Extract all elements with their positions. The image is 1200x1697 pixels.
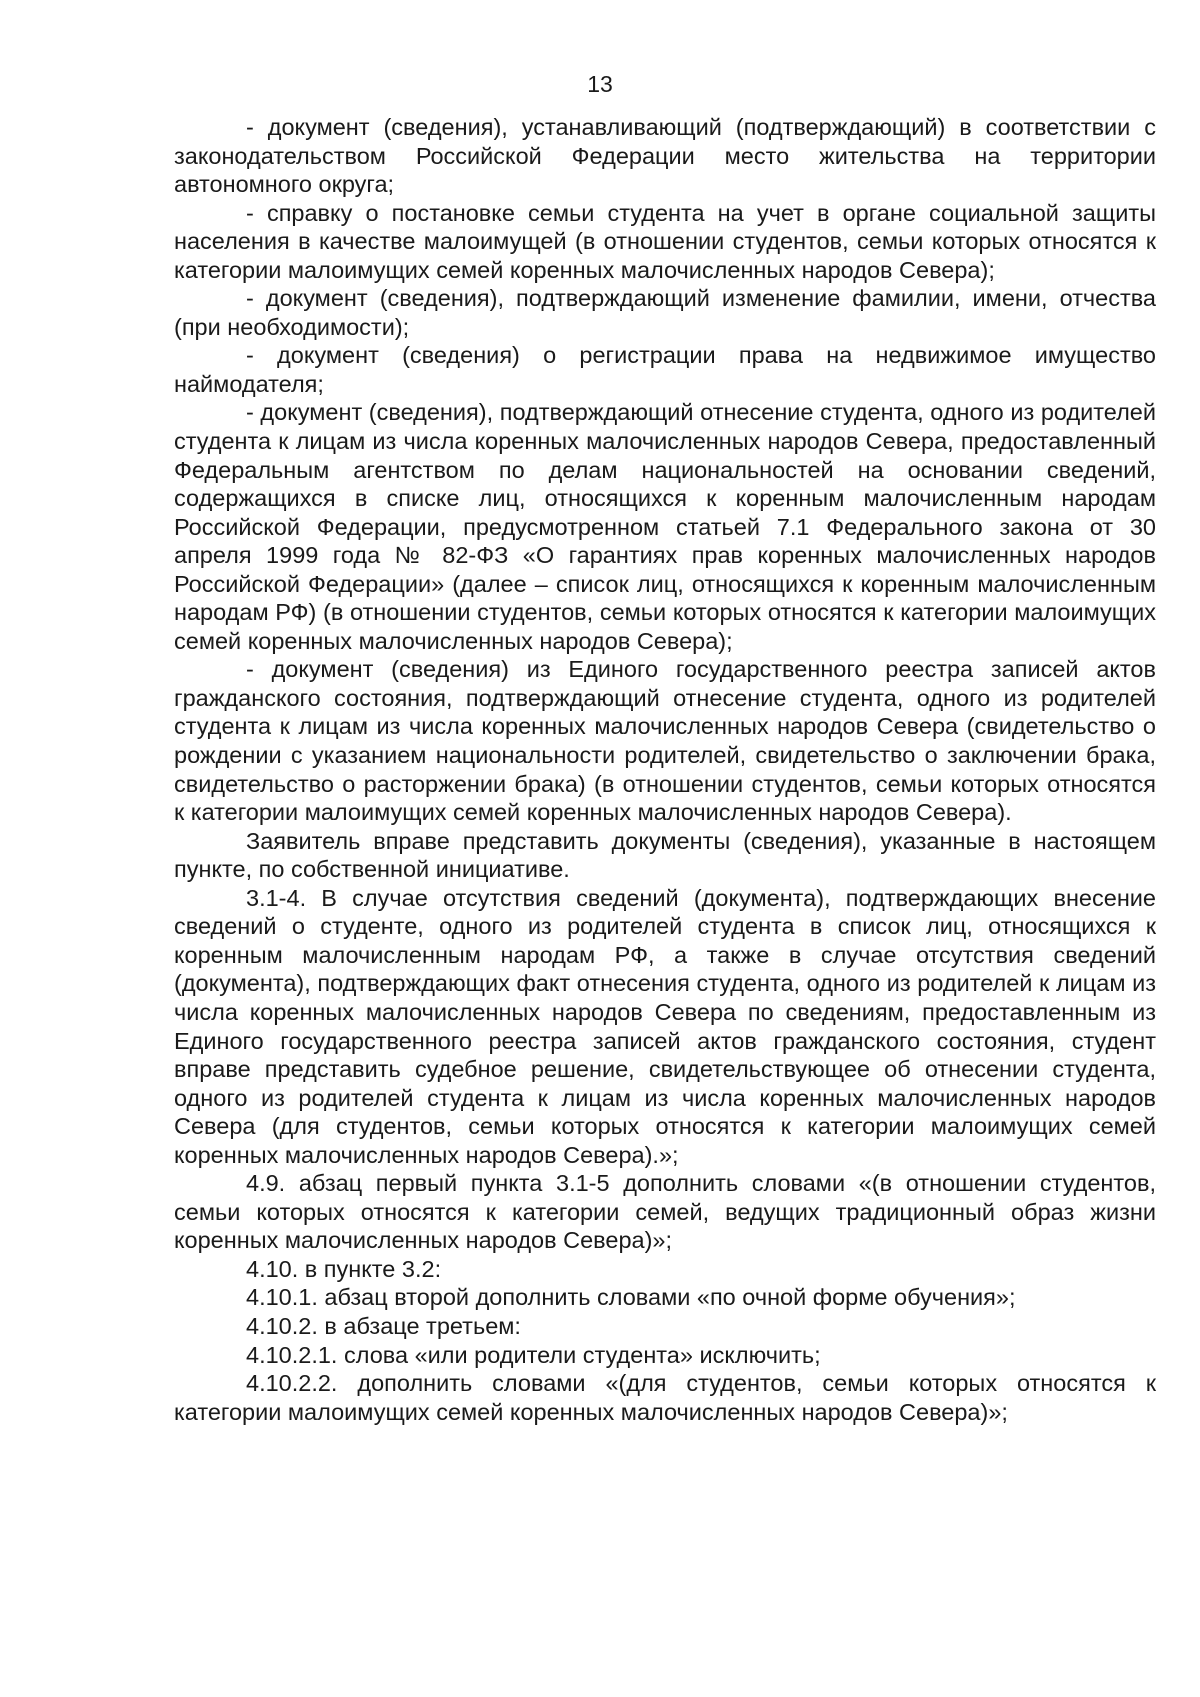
paragraph-amendment-4-10-2-1: 4.10.2.1. слова «или родители студента» исключить;: [246, 1341, 821, 1368]
paragraph-clause-3-1-4: 3.1-4. В случае отсутствия сведений (документа), подтверждающих внесение сведений о студенте, одного из родителей студента в список лиц, относящихся к коренным малочисленным народам РФ, а также в случае отсутствия сведений (документа), подтверждающих факт отнесения студента, одного из родителей к лицам из числа коренных малочисленных народов Севера по сведениям, предоставленным из Единого государственного реестра записей актов гражданского состояния, студент вправе представить судебное решение, свидетельствующее об отнесении студента, одного из родителей студента к лицам из числа коренных малочисленных народов Севера (для студентов, семьи которых относятся к категории малоимущих семей коренных малочисленных народов Севера).»;: [174, 884, 1156, 1168]
paragraph-amendment-4-10-2-2: 4.10.2.2. дополнить словами «(для студентов, семьи которых относятся к категории малоимущих семей коренных малочисленных народов Севера)»;: [174, 1370, 1156, 1425]
page-number: 13: [587, 71, 613, 97]
paragraph-low-income-certificate: - справку о постановке семьи студента на учет в органе социальной защиты населения в качестве малоимущей (в отношении студентов, семьи которых относятся к категории малоимущих семей коренных малочисленных народов Севера);: [174, 199, 1156, 283]
paragraph-amendment-4-10: 4.10. в пункте 3.2:: [246, 1255, 442, 1282]
paragraph-property-registration: - документ (сведения) о регистрации права на недвижимое имущество наймодателя;: [174, 342, 1156, 397]
paragraph-amendment-4-10-2: 4.10.2. в абзаце третьем:: [246, 1312, 521, 1339]
paragraph-name-change-document: - документ (сведения), подтверждающий изменение фамилии, имени, отчества (при необходимости);: [174, 285, 1156, 340]
paragraph-amendment-4-9: 4.9. абзац первый пункта 3.1-5 дополнить словами «(в отношении студентов, семьи которых относятся к категории семей, ведущих традиционный образ жизни коренных малочисленных народов Севера)»;: [174, 1170, 1156, 1254]
paragraph-indigenous-status-agency: - документ (сведения), подтверждающий отнесение студента, одного из родителей студента к лицам из числа коренных малочисленных народов Севера, предоставленный Федеральным агентством по делам национальностей на основании сведений, содержащихся в списке лиц, относящихся к коренным малочисленным народам Российской Федерации, предусмотренном статьей 7.1 Федерального закона от 30 апреля 1999 года № 82-ФЗ «О гарантиях прав коренных малочисленных народов Российской Федерации» (далее – список лиц, относящихся к коренным малочисленным народам РФ) (в отношении студентов, семьи которых относятся к категории малоимущих семей коренных малочисленных народов Севера);: [174, 399, 1156, 654]
document-body: [174, 113, 1156, 1426]
paragraph-residence-document: - документ (сведения), устанавливающий (подтверждающий) в соответствии с законодательством Российской Федерации место жительства на территории автономного округа;: [174, 114, 1156, 198]
paragraph-amendment-4-10-1: 4.10.1. абзац второй дополнить словами «по очной форме обучения»;: [246, 1284, 1016, 1311]
paragraph-civil-registry-document: - документ (сведения) из Единого государственного реестра записей актов гражданского состояния, подтверждающий отнесение студента, одного из родителей студента к лицам из числа коренных малочисленных народов Севера (свидетельство о рождении с указанием национальности родителей, свидетельство о заключении брака, свидетельство о расторжении брака) (в отношении студентов, семьи которых относятся к категории малоимущих семей коренных малочисленных народов Севера).: [174, 656, 1156, 826]
paragraph-own-initiative: Заявитель вправе представить документы (сведения), указанные в настоящем пункте, по собственной инициативе.: [174, 827, 1156, 883]
